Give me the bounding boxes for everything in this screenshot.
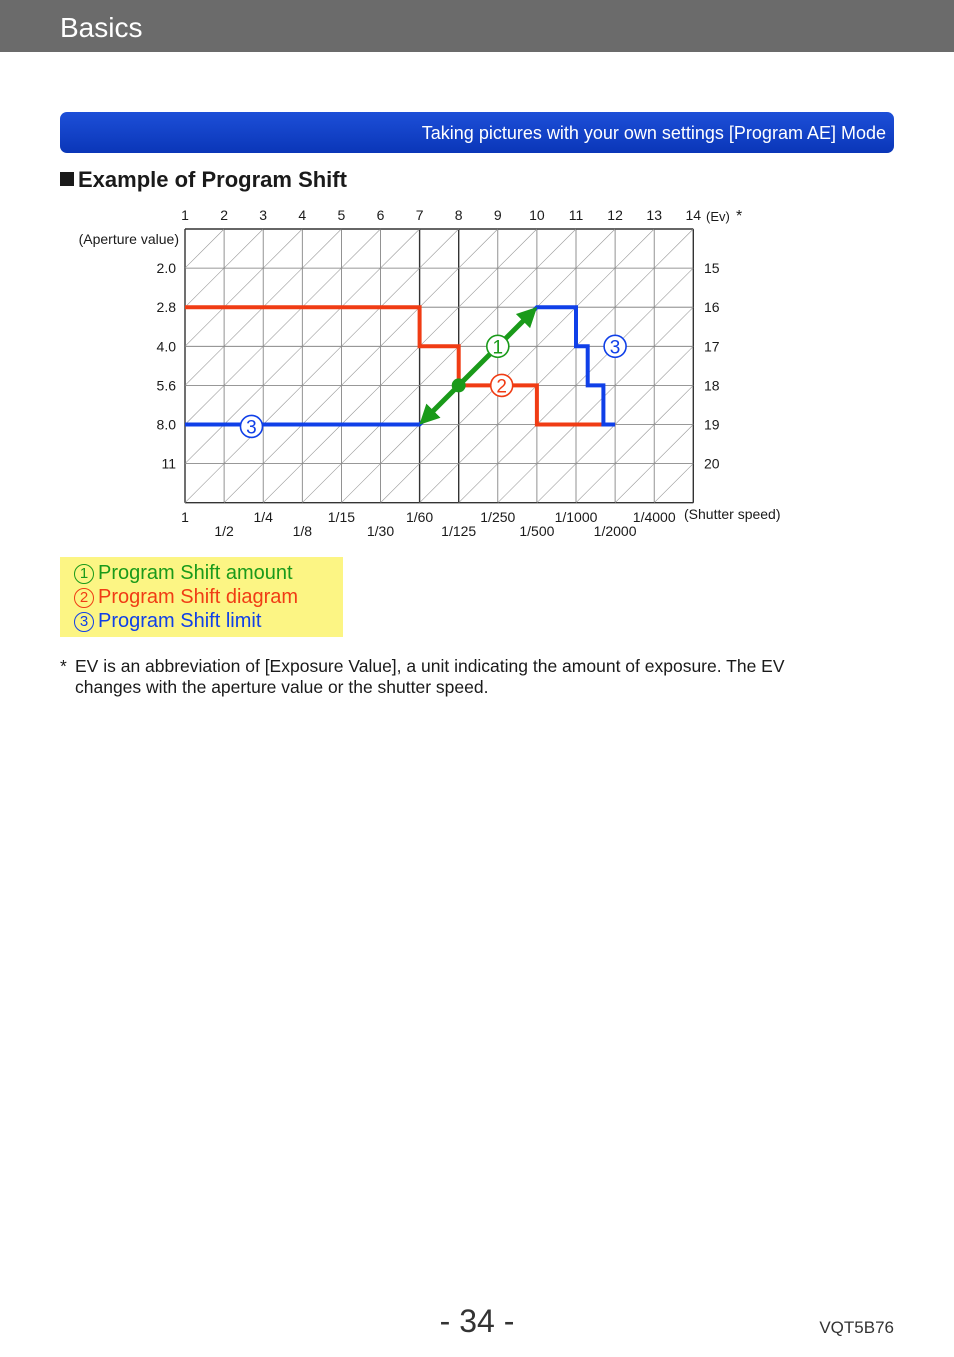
legend-number-icon: 1: [74, 564, 94, 584]
aperture-tick-label: 2.0: [156, 260, 176, 277]
legend-label: Program Shift diagram: [98, 586, 299, 608]
ev-diagonal-line: [381, 268, 420, 307]
ev-diagonal-line: [185, 268, 224, 307]
ev-diagonal-line: [185, 464, 224, 503]
legend-number-icon: 3: [74, 612, 94, 632]
shutter-tick-label: 1/2: [214, 523, 234, 539]
section-banner-text: Taking pictures with your own settings [Program AE] Mode: [421, 123, 886, 143]
right-ev-tick-label: 18: [704, 377, 720, 394]
ev-tick-label: 8: [454, 207, 463, 223]
ev-diagonal-line: [459, 464, 498, 503]
aperture-tick-label: 2.8: [156, 299, 176, 316]
ev-diagonal-line: [498, 425, 537, 464]
shutter-tick-label: 1/8: [292, 523, 313, 539]
ev-diagonal-line: [341, 464, 380, 503]
ev-diagonal-line: [302, 425, 341, 464]
ev-diagonal-line: [654, 307, 693, 346]
ev-diagonal-line: [615, 425, 654, 464]
ev-diagonal-line: [654, 268, 693, 307]
ev-diagonal-line: [224, 464, 263, 503]
ev-diagonal-line: [459, 268, 498, 307]
ev-diagonal-line: [302, 229, 341, 268]
ev-diagonal-line: [224, 307, 263, 346]
section-banner: [60, 112, 894, 153]
ev-diagonal-line: [263, 268, 302, 307]
ev-diagonal-line: [498, 464, 537, 503]
ev-diagonal-line: [341, 307, 380, 346]
ev-tick-label: 6: [376, 207, 385, 223]
ev-diagonal-line: [341, 425, 380, 464]
ev-tick-label: 14: [685, 207, 702, 223]
model-code: VQT5B76: [819, 1318, 894, 1337]
header-bar: [0, 0, 954, 52]
ev-tick-label: 5: [337, 207, 346, 223]
ev-diagonal-line: [341, 268, 380, 307]
page-number: - 34 -: [439, 1303, 515, 1339]
shutter-tick-label: 1/30: [366, 523, 395, 539]
footnote-asterisk: *: [60, 656, 67, 676]
aperture-tick-label: 8.0: [156, 416, 176, 433]
ev-diagonal-line: [537, 307, 576, 346]
shutter-tick-label: 1/500: [519, 523, 555, 539]
ev-diagonal-line: [459, 425, 498, 464]
marker-label: 3: [246, 417, 257, 439]
ev-diagonal-line: [263, 346, 302, 385]
ev-tick-label: 1: [181, 207, 189, 223]
ev-diagonal-line: [302, 385, 341, 424]
aperture-tick-label: 4.0: [156, 338, 176, 355]
aperture-tick-label: 11: [161, 455, 176, 472]
aperture-tick-label: 5.6: [156, 377, 176, 394]
ev-diagonal-line: [381, 346, 420, 385]
ev-diagonal-line: [263, 229, 302, 268]
ev-diagonal-line: [420, 464, 459, 503]
ev-diagonal-line: [263, 307, 302, 346]
ev-tick-label: 9: [493, 207, 502, 223]
legend-label: Program Shift limit: [98, 610, 262, 632]
right-ev-tick-label: 19: [704, 416, 720, 433]
ev-diagonal-line: [654, 464, 693, 503]
ev-diagonal-line: [341, 385, 380, 424]
shutter-tick-label: 1/4000: [632, 509, 676, 525]
ev-diagonal-line: [185, 425, 224, 464]
ev-diagonal-line: [381, 464, 420, 503]
ev-diagonal-line: [381, 307, 420, 346]
marker-label: 1: [492, 337, 504, 359]
legend-item: [74, 562, 293, 585]
ev-diagonal-line: [498, 229, 537, 268]
ev-diagonal-line: [615, 229, 654, 268]
marker-label: 2: [496, 376, 507, 398]
legend-number-icon: 2: [74, 588, 94, 608]
ev-tick-label: 7: [415, 207, 424, 223]
ev-diagonal-line: [420, 307, 459, 346]
ev-diagonal-line: [576, 425, 615, 464]
header-title: Basics: [60, 12, 143, 43]
legend-label: Program Shift amount: [98, 562, 293, 584]
right-ev-tick-label: 15: [704, 260, 720, 277]
ev-diagonal-line: [185, 229, 224, 268]
ev-diagonal-line: [537, 385, 576, 424]
ev-tick-label: 3: [259, 207, 268, 223]
square-bullet-icon: [60, 172, 74, 186]
ev-diagonal-line: [615, 464, 654, 503]
ev-diagonal-line: [224, 268, 263, 307]
ev-diagonal-line: [420, 268, 459, 307]
ev-diagonal-line: [420, 229, 459, 268]
ev-diagonal-line: [185, 307, 224, 346]
section-heading: [60, 167, 347, 193]
ev-diagonal-line: [341, 346, 380, 385]
ev-diagonal-line: [420, 425, 459, 464]
ev-diagonal-line: [224, 229, 263, 268]
ev-diagonal-line: [302, 464, 341, 503]
ev-diagonal-line: [615, 268, 654, 307]
shutter-tick-label: 1/2000: [593, 523, 637, 539]
shutter-tick-label: 1/15: [327, 509, 356, 525]
ev-asterisk: *: [736, 208, 743, 225]
ev-diagonal-line: [537, 425, 576, 464]
marker-label: 3: [609, 337, 621, 359]
ev-diagonal-line: [576, 464, 615, 503]
y-axis-label: (Aperture value): [78, 231, 179, 247]
ev-tick-label: 12: [607, 207, 623, 223]
ev-diagonal-line: [576, 229, 615, 268]
shift-center-dot: [452, 378, 466, 392]
ev-diagonal-line: [654, 229, 693, 268]
shutter-tick-label: 1/250: [480, 509, 516, 525]
ev-tick-label: 10: [529, 207, 545, 223]
legend-box: [60, 557, 343, 637]
ev-tick-label: 13: [646, 207, 662, 223]
legend-item: [74, 610, 261, 633]
ev-diagonal-line: [224, 346, 263, 385]
ev-diagonal-line: [302, 346, 341, 385]
shutter-tick-label: 1/60: [405, 509, 434, 525]
ev-diagonal-line: [185, 385, 224, 424]
ev-diagonal-line: [459, 229, 498, 268]
ev-diagonal-line: [381, 229, 420, 268]
ev-diagonal-line: [498, 268, 537, 307]
ev-diagonal-line: [381, 425, 420, 464]
ev-diagonal-line: [263, 464, 302, 503]
program-shift-chart: [0, 195, 954, 555]
x-axis-label: (Shutter speed): [684, 506, 781, 522]
ev-diagonal-line: [263, 385, 302, 424]
ev-diagonal-line: [185, 346, 224, 385]
shutter-tick-label: 1/4: [253, 509, 273, 525]
ev-diagonal-line: [537, 346, 576, 385]
heading-text: Example of Program Shift: [78, 167, 347, 192]
legend-item: [74, 586, 298, 609]
right-ev-tick-label: 16: [704, 299, 720, 316]
ev-diagonal-line: [576, 268, 615, 307]
shutter-tick-label: 1/1000: [554, 509, 598, 525]
ev-tick-label: 11: [568, 207, 584, 223]
ev-diagonal-line: [654, 385, 693, 424]
right-ev-tick-label: 20: [704, 455, 720, 472]
footnote-text: EV is an abbreviation of [Exposure Value], a unit indicating the amount of exposure. The EV changes with the aperture value or the shutter speed.: [75, 656, 785, 697]
ev-diagonal-line: [576, 385, 615, 424]
ev-diagonal-line: [381, 385, 420, 424]
ev-unit-label: (Ev): [706, 209, 730, 224]
shutter-tick-label: 1/125: [441, 523, 477, 539]
ev-diagonal-line: [615, 385, 654, 424]
ev-diagonal-line: [654, 346, 693, 385]
ev-diagonal-line: [537, 229, 576, 268]
ev-tick-label: 2: [220, 207, 228, 223]
ev-diagonal-line: [341, 229, 380, 268]
ev-tick-label: 4: [298, 207, 307, 223]
shutter-tick-label: 1: [181, 509, 189, 525]
ev-diagonal-line: [537, 464, 576, 503]
ev-diagonal-line: [302, 268, 341, 307]
ev-diagonal-line: [654, 425, 693, 464]
ev-diagonal-line: [263, 425, 302, 464]
ev-diagonal-line: [302, 307, 341, 346]
ev-diagonal-line: [537, 268, 576, 307]
right-ev-tick-label: 17: [704, 338, 720, 355]
ev-diagonal-line: [420, 346, 459, 385]
shift-amount-arrow: [424, 311, 533, 420]
